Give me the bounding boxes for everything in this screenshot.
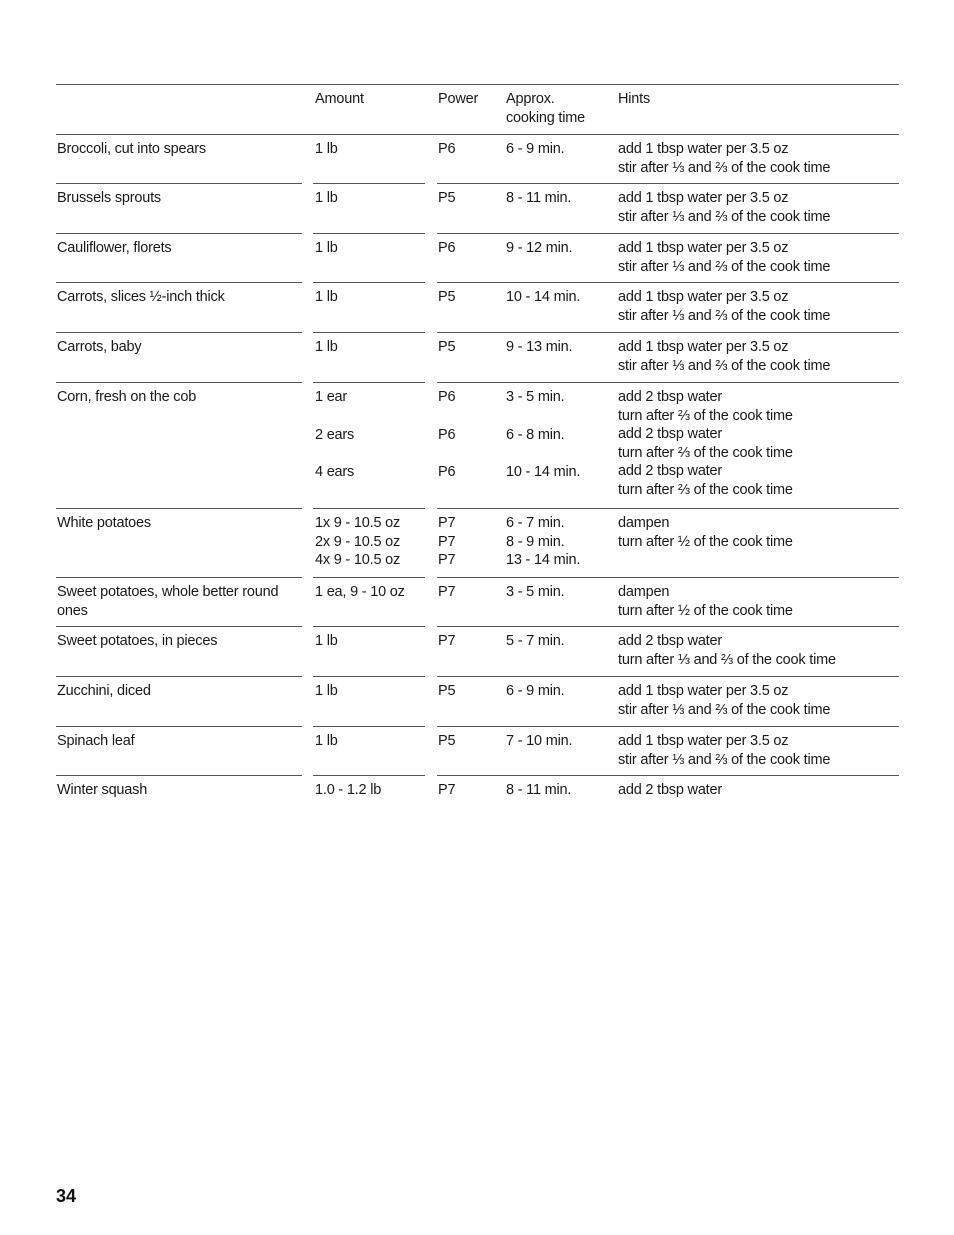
- hints-cell: add 2 tbsp water: [618, 782, 723, 798]
- power-cell: P7: [438, 782, 456, 798]
- table-header: [56, 85, 899, 135]
- hints-cell: add 2 tbsp water turn after ⅔ of the cook time add 2 tbsp water turn after ⅔ of the cook time add 2 tbsp water turn after ⅔ of the cook time: [618, 389, 793, 498]
- hints-cell: dampen turn after ½ of the cook time: [618, 515, 793, 550]
- food-name: Sweet potatoes, in pieces: [57, 633, 218, 649]
- amount-cell: 1 lb: [315, 190, 338, 206]
- amount-cell: 1 lb: [315, 339, 338, 355]
- table-row: [56, 627, 899, 677]
- power-cell: P5: [438, 733, 456, 749]
- power-cell: P5: [438, 339, 456, 355]
- amount-cell: 1.0 - 1.2 lb: [315, 782, 382, 798]
- cooking-time-cell: 7 - 10 min.: [506, 733, 573, 749]
- power-cell: P7: [438, 584, 456, 600]
- header-power: Power: [438, 91, 479, 107]
- amount-cell: 1 lb: [315, 289, 338, 305]
- food-name: Broccoli, cut into spears: [57, 141, 206, 157]
- amount-cell: 1 lb: [315, 633, 338, 649]
- table-row: [56, 677, 899, 727]
- header-cooking-time: Approx. cooking time: [506, 91, 585, 126]
- food-name: Brussels sprouts: [57, 190, 161, 206]
- food-name: Spinach leaf: [57, 733, 135, 749]
- food-name: Zucchini, diced: [57, 683, 151, 699]
- table-body: [56, 135, 899, 816]
- table-row: [56, 383, 899, 509]
- hints-cell: add 1 tbsp water per 3.5 oz stir after ⅓ and ⅔ of the cook time: [618, 683, 831, 718]
- amount-cell: 1 ear 2 ears 4 ears: [315, 389, 355, 480]
- hints-cell: add 1 tbsp water per 3.5 oz stir after ⅓ and ⅔ of the cook time: [618, 289, 831, 324]
- hints-cell: add 1 tbsp water per 3.5 oz stir after ⅓ and ⅔ of the cook time: [618, 733, 831, 768]
- amount-cell: 1x 9 - 10.5 oz 2x 9 - 10.5 oz 4x 9 - 10.5 oz: [315, 515, 401, 568]
- table-row: [56, 184, 899, 234]
- power-cell: P7: [438, 633, 456, 649]
- cooking-time-cell: 6 - 9 min.: [506, 141, 565, 157]
- amount-cell: 1 ea, 9 - 10 oz: [315, 584, 405, 600]
- cooking-table: [56, 84, 899, 816]
- power-cell: P5: [438, 289, 456, 305]
- table-row: [56, 509, 899, 578]
- table-row: [56, 283, 899, 333]
- cooking-time-cell: 6 - 7 min. 8 - 9 min. 13 - 14 min.: [506, 515, 581, 568]
- cooking-time-cell: 8 - 11 min.: [506, 190, 572, 206]
- amount-cell: 1 lb: [315, 141, 338, 157]
- hints-cell: add 2 tbsp water turn after ⅓ and ⅔ of the cook time: [618, 633, 836, 668]
- food-name: Carrots, baby: [57, 339, 142, 355]
- food-name: Carrots, slices ½-inch thick: [57, 289, 225, 305]
- hints-cell: add 1 tbsp water per 3.5 oz stir after ⅓ and ⅔ of the cook time: [618, 141, 831, 176]
- food-name: Winter squash: [57, 782, 148, 798]
- hints-cell: add 1 tbsp water per 3.5 oz stir after ⅓ and ⅔ of the cook time: [618, 339, 831, 374]
- food-name: Cauliflower, florets: [57, 240, 172, 256]
- cooking-time-cell: 3 - 5 min. 6 - 8 min. 10 - 14 min.: [506, 389, 581, 480]
- header-amount: Amount: [315, 91, 364, 107]
- power-cell: P6 P6 P6: [438, 389, 456, 480]
- table-row: [56, 333, 899, 383]
- power-cell: P5: [438, 190, 456, 206]
- hints-cell: add 1 tbsp water per 3.5 oz stir after ⅓ and ⅔ of the cook time: [618, 190, 831, 225]
- power-cell: P7 P7 P7: [438, 515, 456, 568]
- table-row: [56, 234, 899, 283]
- cooking-time-cell: 9 - 12 min.: [506, 240, 573, 256]
- page-number: 34: [56, 1186, 77, 1206]
- amount-cell: 1 lb: [315, 733, 338, 749]
- table-row: [56, 578, 899, 627]
- table-row: [56, 776, 899, 816]
- food-name: White potatoes: [57, 515, 151, 531]
- cooking-time-cell: 5 - 7 min.: [506, 633, 565, 649]
- table-row: [56, 727, 899, 776]
- hints-cell: dampen turn after ½ of the cook time: [618, 584, 793, 619]
- power-cell: P6: [438, 240, 456, 256]
- power-cell: P5: [438, 683, 456, 699]
- cooking-time-cell: 3 - 5 min.: [506, 584, 565, 600]
- food-name: Corn, fresh on the cob: [57, 389, 197, 405]
- hints-cell: add 1 tbsp water per 3.5 oz stir after ⅓ and ⅔ of the cook time: [618, 240, 831, 275]
- cooking-time-cell: 8 - 11 min.: [506, 782, 572, 798]
- amount-cell: 1 lb: [315, 240, 338, 256]
- cooking-time-cell: 9 - 13 min.: [506, 339, 573, 355]
- header-hints: Hints: [618, 91, 651, 107]
- cooking-time-cell: 6 - 9 min.: [506, 683, 565, 699]
- amount-cell: 1 lb: [315, 683, 338, 699]
- cooking-time-cell: 10 - 14 min.: [506, 289, 581, 305]
- power-cell: P6: [438, 141, 456, 157]
- table-row: [56, 135, 899, 184]
- food-name: Sweet potatoes, whole better round ones: [57, 584, 279, 619]
